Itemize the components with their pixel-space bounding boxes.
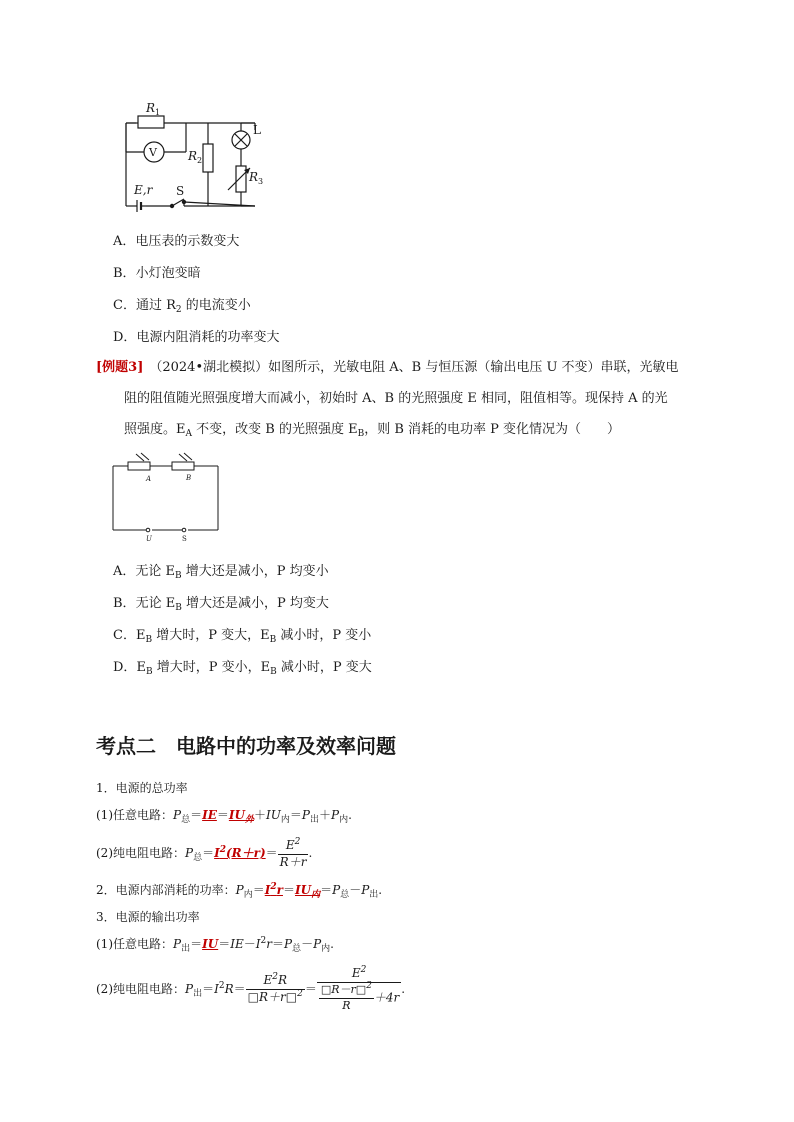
item-3b: (2)纯电阻电路：$P_出=I^2R=$ $\frac{E^2R}{□R+r□^2}$ ＝ $E^2$ $\frac{□R-r□^2}{R}$ ＋4r .	[96, 965, 406, 1012]
resistor-b-label: B	[186, 474, 192, 482]
circuit-diagram-2	[108, 450, 226, 544]
q2-option-b: B．小灯泡变暗	[113, 266, 201, 281]
resistor-a-label: A	[146, 475, 152, 483]
switch-label: S	[176, 184, 185, 198]
item-3: 3．电源的输出功率	[96, 910, 200, 924]
item-1a: (1)任意电路：$P_总=IE=IU_外+IU_内=P_出+P_内$.	[96, 808, 352, 825]
q2-option-d: D．电源内阻消耗的功率变大	[113, 330, 280, 345]
circuit-diagram-1	[108, 98, 288, 216]
q3-option-a: A．无论 $E_B$ 增大还是减小，P 均变小	[113, 564, 329, 581]
q3-line-2: 阻的阻值随光照强度增大而减小，初始时 A、B 的光照强度 E 相同，阻值相等。现保持 A 的光	[124, 391, 668, 406]
r2-label: $R_2$	[188, 149, 203, 165]
q3-line-1: [例题3] （2024•湖北模拟）如图所示，光敏电阻 A、B 与恒压源（输出电压 U 不变）串联，光敏电	[96, 360, 679, 375]
item-1b: (2)纯电阻电路：$P_总=I^2(R+r)=$ $\frac{E^2}{R+r}$ .	[96, 837, 313, 869]
source-label: E,r	[134, 183, 153, 197]
item-1: 1．电源的总功率	[96, 781, 188, 795]
item-3a: (1)任意电路：$P_出=IU=IE-I^2r=P_总-P_内$.	[96, 936, 334, 954]
switch-s-label: S	[182, 535, 187, 543]
source-u-label: U	[146, 535, 152, 543]
r1-label: $R_1$	[146, 101, 161, 117]
q2-option-a: A．电压表的示数变大	[113, 234, 240, 249]
section-heading: 考点二 电路中的功率及效率问题	[96, 734, 396, 758]
item-2: 2．电源内部消耗的功率：$P_内=I^2r=IU_内=P_总-P_出$.	[96, 882, 383, 900]
q2-option-c: C．通过 $R_2$ 的电流变小	[113, 298, 251, 315]
voltmeter-label: V	[149, 146, 157, 159]
lamp-label: L	[253, 123, 261, 137]
r3-label: $R_3$	[249, 170, 264, 186]
q3-option-c: C．$E_B$ 增大时，P 变大，$E_B$ 减小时，P 变小	[113, 628, 372, 645]
q3-tag: [例题3]	[96, 360, 144, 375]
q3-option-b: B．无论 $E_B$ 增大还是减小，P 均变大	[113, 596, 329, 613]
q3-line-3: 照强度。$E_A$ 不变，改变 B 的光照强度 $E_B$，则 B 消耗的电功率 P 变化情况为（ ）	[124, 422, 621, 439]
q3-option-d: D．$E_B$ 增大时，P 变小，$E_B$ 减小时，P 变大	[113, 660, 372, 677]
